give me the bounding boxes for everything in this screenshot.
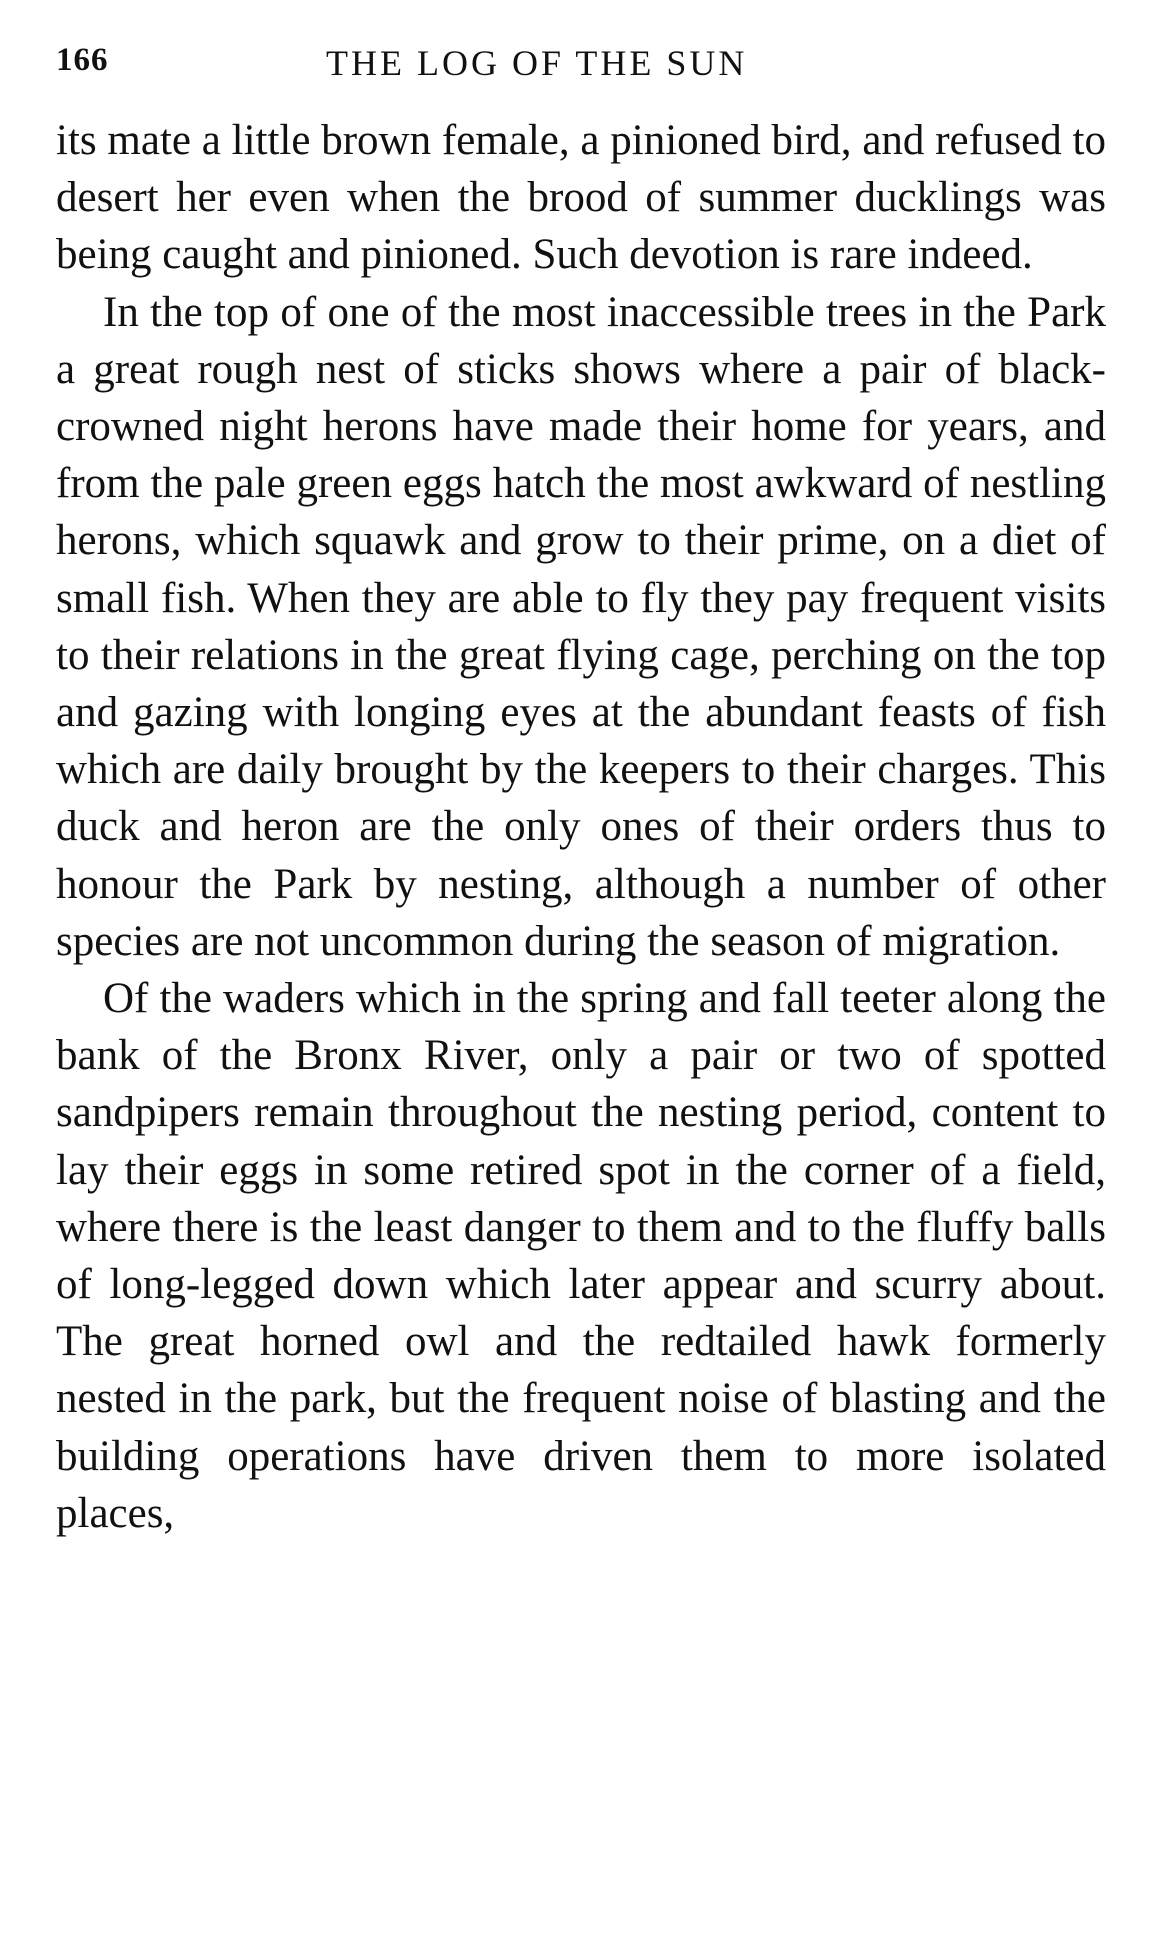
page-header bbox=[56, 38, 1106, 98]
body-text bbox=[56, 112, 1106, 1542]
page-number: 166 bbox=[56, 42, 109, 78]
running-head: THE LOG OF THE SUN bbox=[326, 43, 748, 83]
paragraph-continued: its mate a little brown female, a pinioned bird, and refused to desert her even when the brood of summer ducklings was being caught and pinioned. Such devotion is rare indeed. bbox=[56, 117, 1106, 279]
paragraph-heron-nest: In the top of one of the most inaccessible trees in the Park a great rough nest of sticks shows where a pair of black-crowned night herons have made their home for years, and from the pale green eggs hatch the most awkward of nestling herons, which squawk and grow to their prime, on a diet of small fish. When they are able to fly they pay frequent visits to their relations in the great flying cage, perching on the top and gazing with longing eyes at the abundant feasts of fish which are daily brought by the keepers to their charges. This duck and heron are the only ones of their orders thus to honour the Park by nesting, although a number of other species are not uncommon during the season of migration. bbox=[56, 288, 1106, 965]
paragraph-waders: Of the waders which in the spring and fall teeter along the bank of the Bronx River, only a pair or two of spotted sandpipers remain throughout the nesting period, content to lay their eggs in some retired spot in the corner of a field, where there is the least danger to them and to the fluffy balls of long-legged down which later appear and scurry about. The great horned owl and the redtailed hawk formerly nested in the park, but the frequent noise of blasting and the building operations have driven them to more isolated places, bbox=[56, 975, 1106, 1537]
